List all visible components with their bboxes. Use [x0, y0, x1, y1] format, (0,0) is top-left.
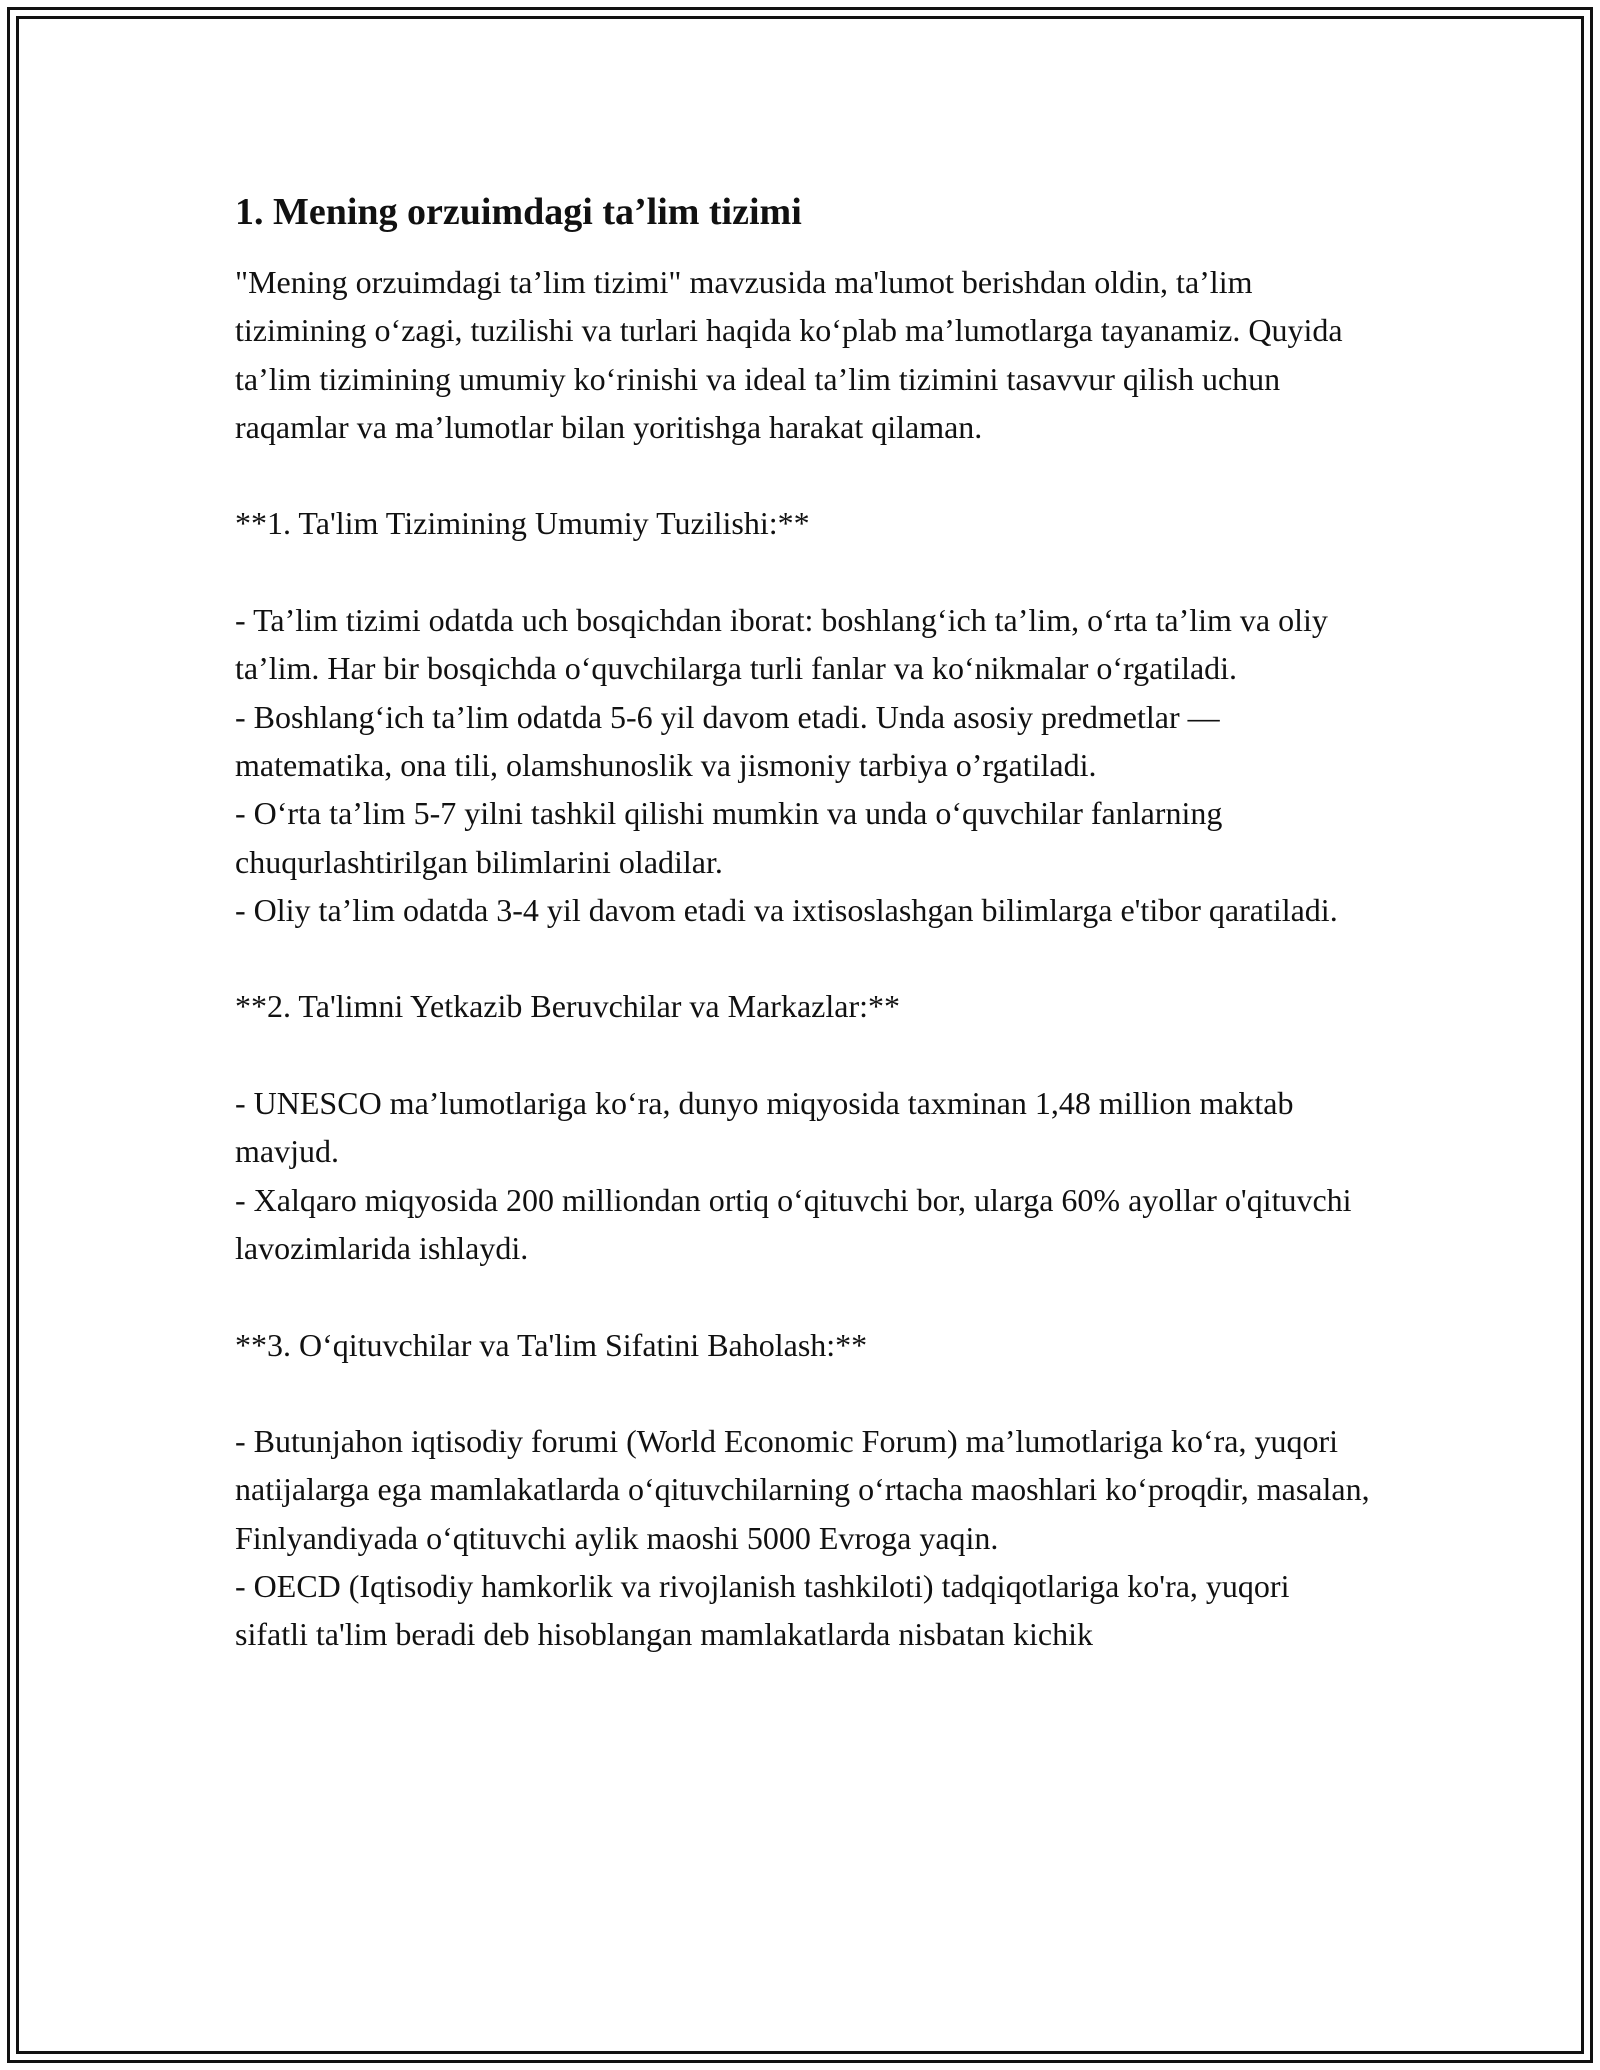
section-heading-1: **1. Ta'lim Tizimining Umumiy Tuzilishi:** [235, 505, 810, 542]
spacer [235, 548, 1370, 596]
list-item: - Butunjahon iqtisodiy forumi (World Economic Forum) ma’lumotlariga ko‘ra, yuqori natijalarga ega mamlakatlarda o‘qituvchilarning o‘rtacha maoshlari ko‘proqdir, masalan, Finlyandiyada o‘qtituvchi aylik maoshi 5000 Evroga yaqin. [235, 1423, 1370, 1556]
list-item: - Xalqaro miqyosida 200 milliondan ortiq o‘qituvchi bor, ularga 60% ayollar o'qituvchi lavozimlarida ishlaydi. [235, 1181, 1352, 1266]
spacer [235, 451, 1370, 499]
document-body [235, 186, 1370, 1659]
list-item: - O‘rta ta’lim 5-7 yilni tashkil qilishi mumkin va unda o‘quvchilar fanlarning chuqurlashtirilgan bilimlarini oladilar. [235, 795, 1223, 880]
intro-paragraph: "Mening orzuimdagi ta’lim tizimi" mavzusida ma'lumot berishdan oldin, ta’lim tizimining o‘zagi, tuzilishi va turlari haqida ko‘plab ma’lumotlarga tayanamiz. Quyida ta’lim tizimining umumiy ko‘rinishi va ideal ta’lim tizimini tasavvur qilish uchun raqamlar va ma’lumotlar bilan yoritishga harakat qilaman. [235, 264, 1343, 445]
list-item: - Boshlang‘ich ta’lim odatda 5-6 yil davom etadi. Unda asosiy predmetlar — matematika, ona tili, olamshunoslik va jismoniy tarbiya o’rgatiladi. [235, 698, 1220, 783]
list-item: - Oliy ta’lim odatda 3-4 yil davom etadi va ixtisoslashgan bilimlarga e'tibor qaratiladi. [235, 891, 1338, 928]
list-item: - Ta’lim tizimi odatda uch bosqichdan iborat: boshlang‘ich ta’lim, o‘rta ta’lim va oliy ta’lim. Har bir bosqichda o‘quvchilarga turli fanlar va ko‘nikmalar o‘rgatiladi. [235, 602, 1328, 687]
list-item: - OECD (Iqtisodiy hamkorlik va rivojlanish tashkiloti) tadqiqotlariga ko'ra, yuqori sifatli ta'lim beradi deb hisoblangan mamlakatlarda nisbatan kichik [235, 1568, 1290, 1653]
spacer [235, 1369, 1370, 1417]
spacer [235, 1031, 1370, 1079]
page-title: 1. Mening orzuimdagi ta’lim tizimi [235, 191, 802, 233]
section-heading-3: **3. O‘qituvchilar va Ta'lim Sifatini Baholash:** [235, 1326, 868, 1363]
spacer [235, 934, 1370, 982]
section-heading-2: **2. Ta'limni Yetkazib Beruvchilar va Markazlar:** [235, 988, 900, 1025]
list-item: - UNESCO ma’lumotlariga ko‘ra, dunyo miqyosida taxminan 1,48 million maktab mavjud. [235, 1085, 1294, 1170]
spacer [235, 1272, 1370, 1320]
